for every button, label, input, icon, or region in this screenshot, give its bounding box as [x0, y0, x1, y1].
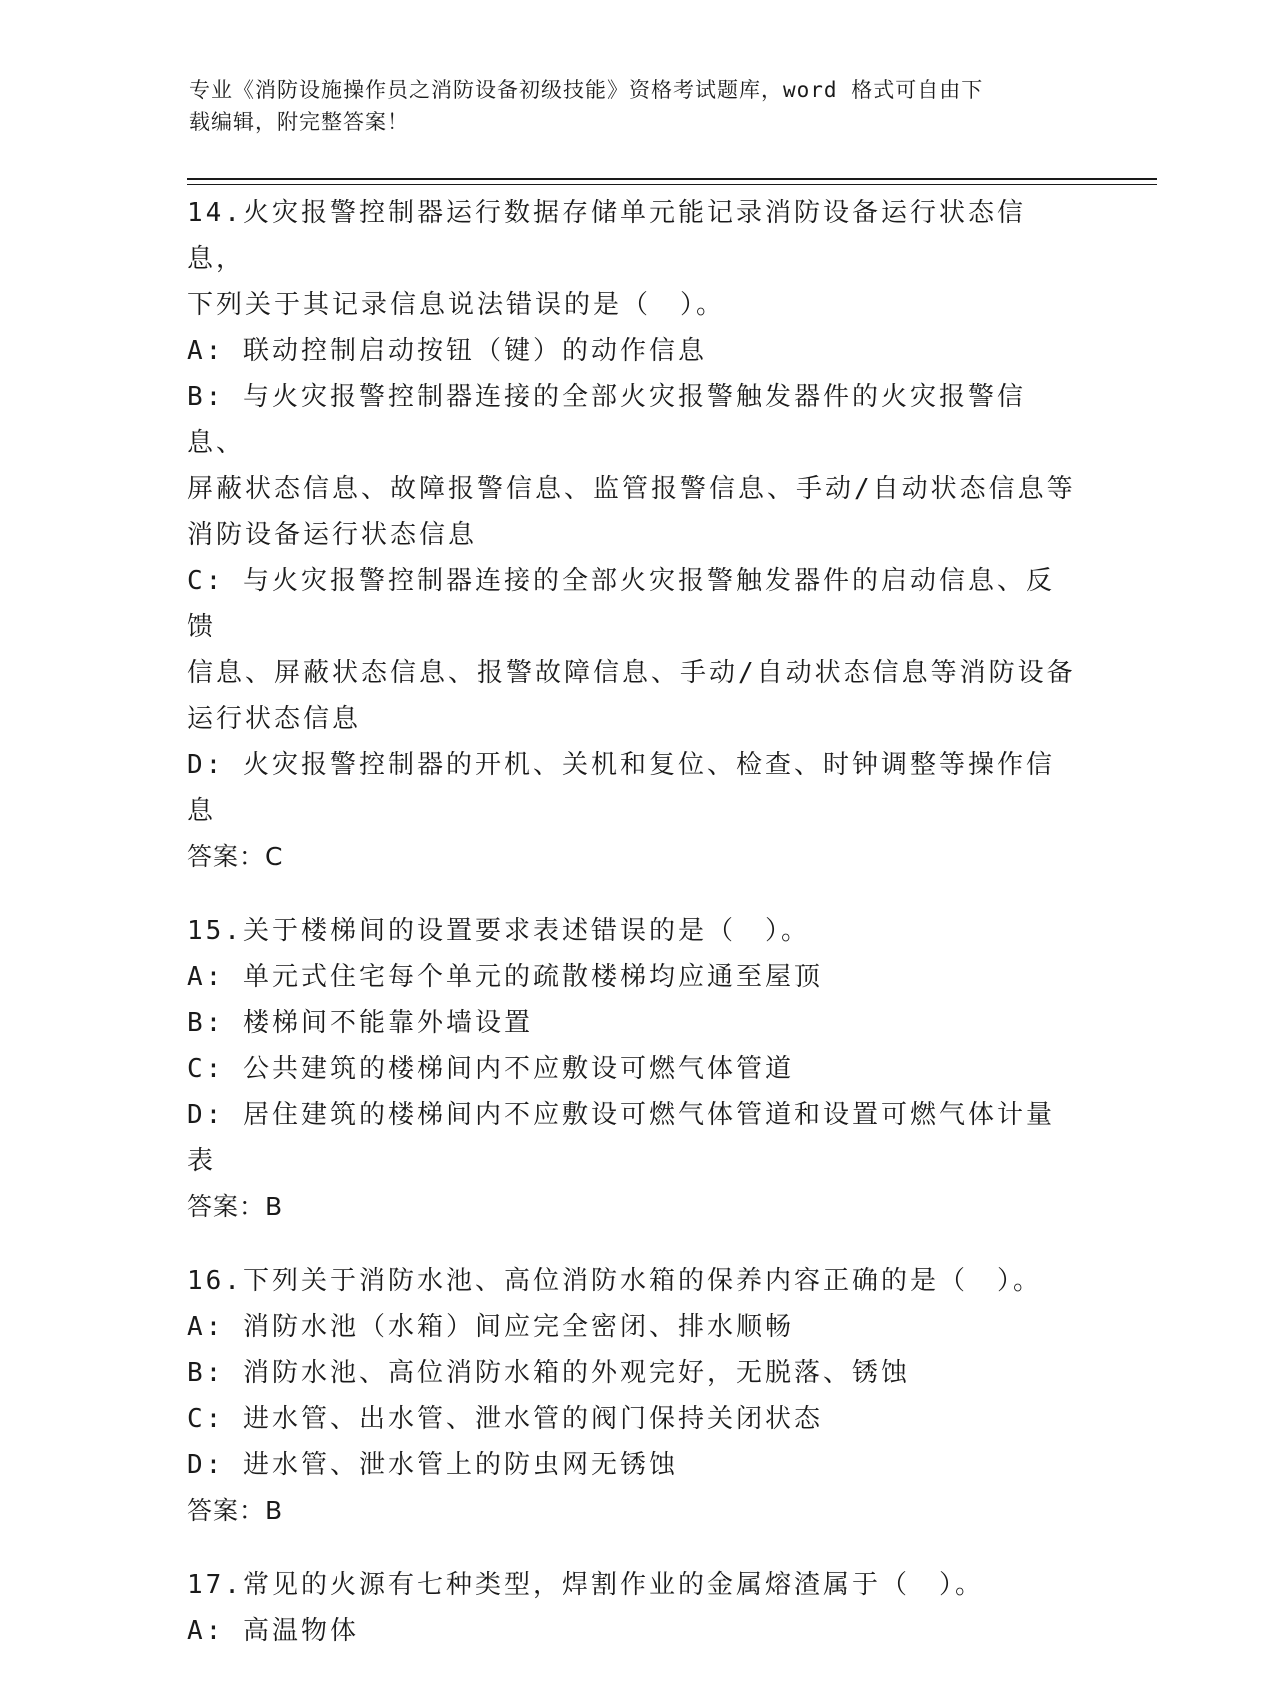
option-a: A: 高温物体 [187, 1616, 359, 1646]
question-stem: 下列关于其记录信息说法错误的是（ ）。 [187, 290, 726, 320]
header-line-2: 载编辑，附完整答案！ [189, 110, 409, 134]
question-15 [187, 908, 1077, 1230]
option-d: D: 居住建筑的楼梯间内不应敷设可燃气体管道和设置可燃气体计量表 [187, 1100, 1055, 1176]
option-a: A: 消防水池（水箱）间应完全密闭、排水顺畅 [187, 1312, 794, 1342]
option-c: C: 与火灾报警控制器连接的全部火灾报警触发器件的启动信息、反馈 [187, 566, 1055, 642]
question-stem: 14.火灾报警控制器运行数据存储单元能记录消防设备运行状态信息， [187, 198, 1026, 274]
question-list [187, 190, 1077, 1682]
option-b: B: 与火灾报警控制器连接的全部火灾报警触发器件的火灾报警信息、 [187, 382, 1026, 458]
question-16 [187, 1258, 1077, 1534]
answer-label: 答案：C [187, 842, 284, 871]
option-b: B: 消防水池、高位消防水箱的外观完好，无脱落、锈蚀 [187, 1358, 910, 1388]
header-line-1: 专业《消防设施操作员之消防设备初级技能》资格考试题库，word 格式可自由下 [189, 78, 984, 102]
answer-label: 答案：B [187, 1496, 284, 1525]
option-d: D: 火灾报警控制器的开机、关机和复位、检查、时钟调整等操作信息 [187, 750, 1055, 826]
question-stem: 16.下列关于消防水池、高位消防水箱的保养内容正确的是（ ）。 [187, 1266, 1042, 1296]
question-17 [187, 1562, 1077, 1654]
option-b: 屏蔽状态信息、故障报警信息、监管报警信息、手动/自动状态信息等 [187, 474, 1076, 504]
question-stem: 17.常见的火源有七种类型，焊割作业的金属熔渣属于（ ）。 [187, 1570, 984, 1600]
option-b: 消防设备运行状态信息 [187, 520, 478, 550]
option-c: C: 公共建筑的楼梯间内不应敷设可燃气体管道 [187, 1054, 794, 1084]
header-divider-thin [187, 184, 1157, 185]
option-c: C: 进水管、出水管、泄水管的阀门保持关闭状态 [187, 1404, 823, 1434]
option-b: B: 楼梯间不能靠外墙设置 [187, 1008, 533, 1038]
option-c: 信息、屏蔽状态信息、报警故障信息、手动/自动状态信息等消防设备 [187, 658, 1076, 688]
document-header [189, 74, 1069, 138]
option-d: D: 进水管、泄水管上的防虫网无锈蚀 [187, 1450, 678, 1480]
header-divider-thick [187, 178, 1157, 180]
option-a: A: 联动控制启动按钮（键）的动作信息 [187, 336, 707, 366]
answer-label: 答案：B [187, 1192, 284, 1221]
question-stem: 15.关于楼梯间的设置要求表述错误的是（ ）。 [187, 916, 810, 946]
question-14 [187, 190, 1077, 880]
option-c: 运行状态信息 [187, 704, 362, 734]
option-a: A: 单元式住宅每个单元的疏散楼梯均应通至屋顶 [187, 962, 823, 992]
